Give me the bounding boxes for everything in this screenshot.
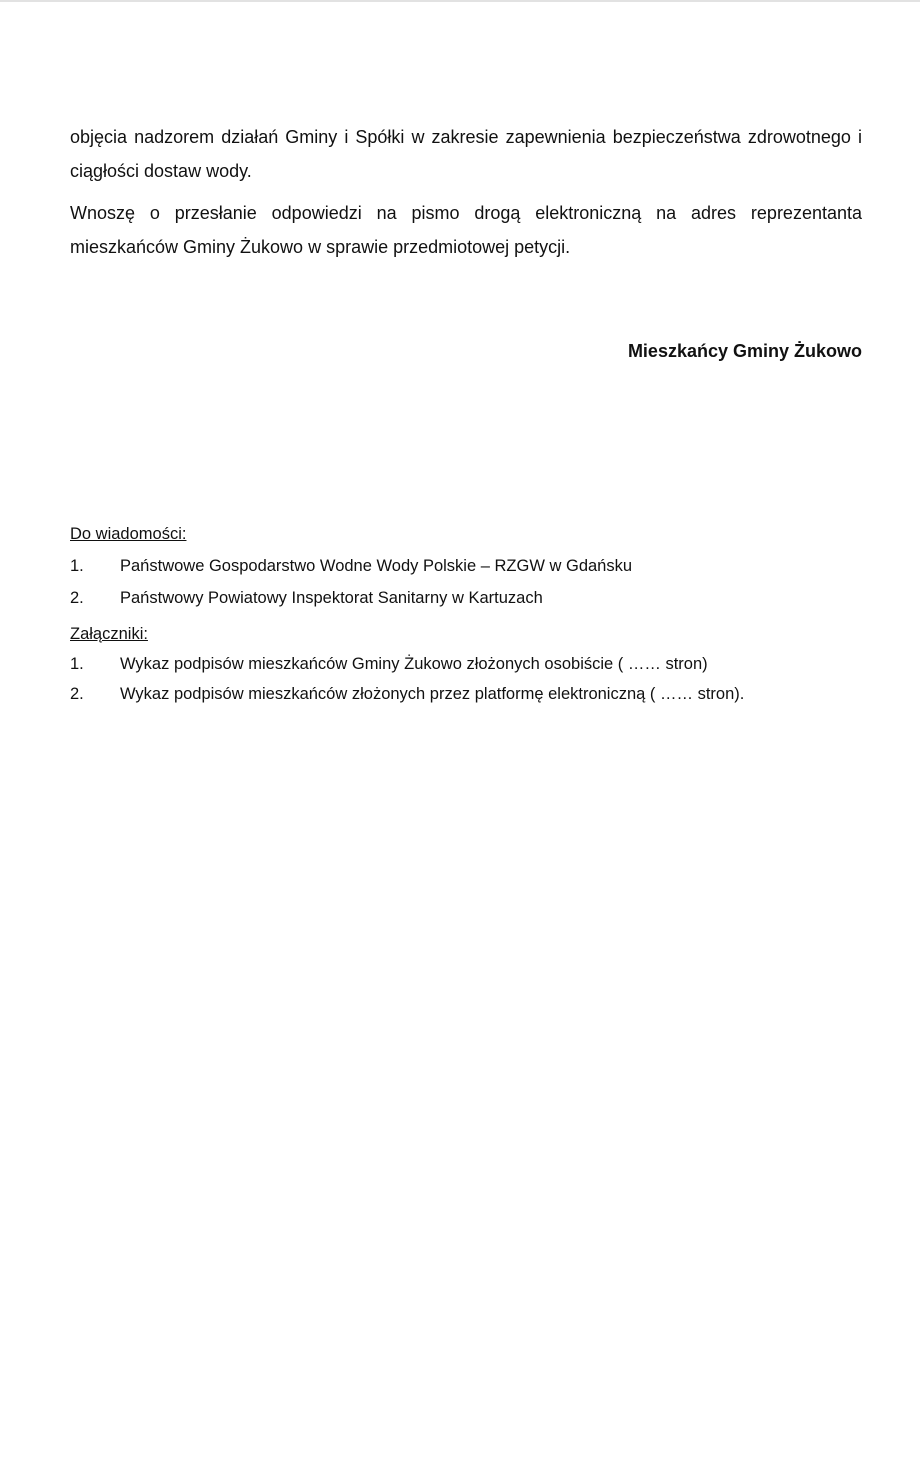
list-item-text: Państwowe Gospodarstwo Wodne Wody Polskie – RZGW w Gdańsku [120, 557, 633, 575]
list-item-text: Państwowy Powiatowy Inspektorat Sanitarny w Kartuzach [120, 589, 543, 607]
list-item-number: 1. [70, 655, 84, 673]
recipients-section [70, 522, 862, 610]
attachments-list [70, 652, 862, 706]
list-item [70, 586, 862, 610]
paragraph-1: objęcia nadzorem działań Gminy i Spółki w zakresie zapewnienia bezpieczeństwa zdrowotnego i ciągłości dostaw wody. [70, 127, 862, 181]
list-item-number: 2. [70, 589, 84, 607]
list-item-text: Wykaz podpisów mieszkańców złożonych przez platformę elektroniczną ( …… stron). [120, 685, 745, 703]
list-item-number: 2. [70, 685, 84, 703]
attachments-section [70, 622, 862, 706]
list-item [70, 652, 862, 676]
list-item-number: 1. [70, 557, 84, 575]
page-top-divider [0, 0, 920, 2]
attachments-heading: Załączniki: [70, 625, 148, 643]
list-item-text: Wykaz podpisów mieszkańców Gminy Żukowo złożonych osobiście ( …… stron) [120, 655, 708, 673]
paragraph-2: Wnoszę o przesłanie odpowiedzi na pismo drogą elektroniczną na adres reprezentanta mieszkańców Gminy Żukowo w sprawie przedmiotowej petycji. [70, 203, 862, 257]
recipients-heading: Do wiadomości: [70, 525, 187, 543]
signature: Mieszkańcy Gminy Żukowo [627, 341, 862, 361]
document-page [70, 120, 862, 703]
recipients-list [70, 554, 862, 610]
list-item [70, 682, 862, 706]
list-item [70, 554, 862, 578]
